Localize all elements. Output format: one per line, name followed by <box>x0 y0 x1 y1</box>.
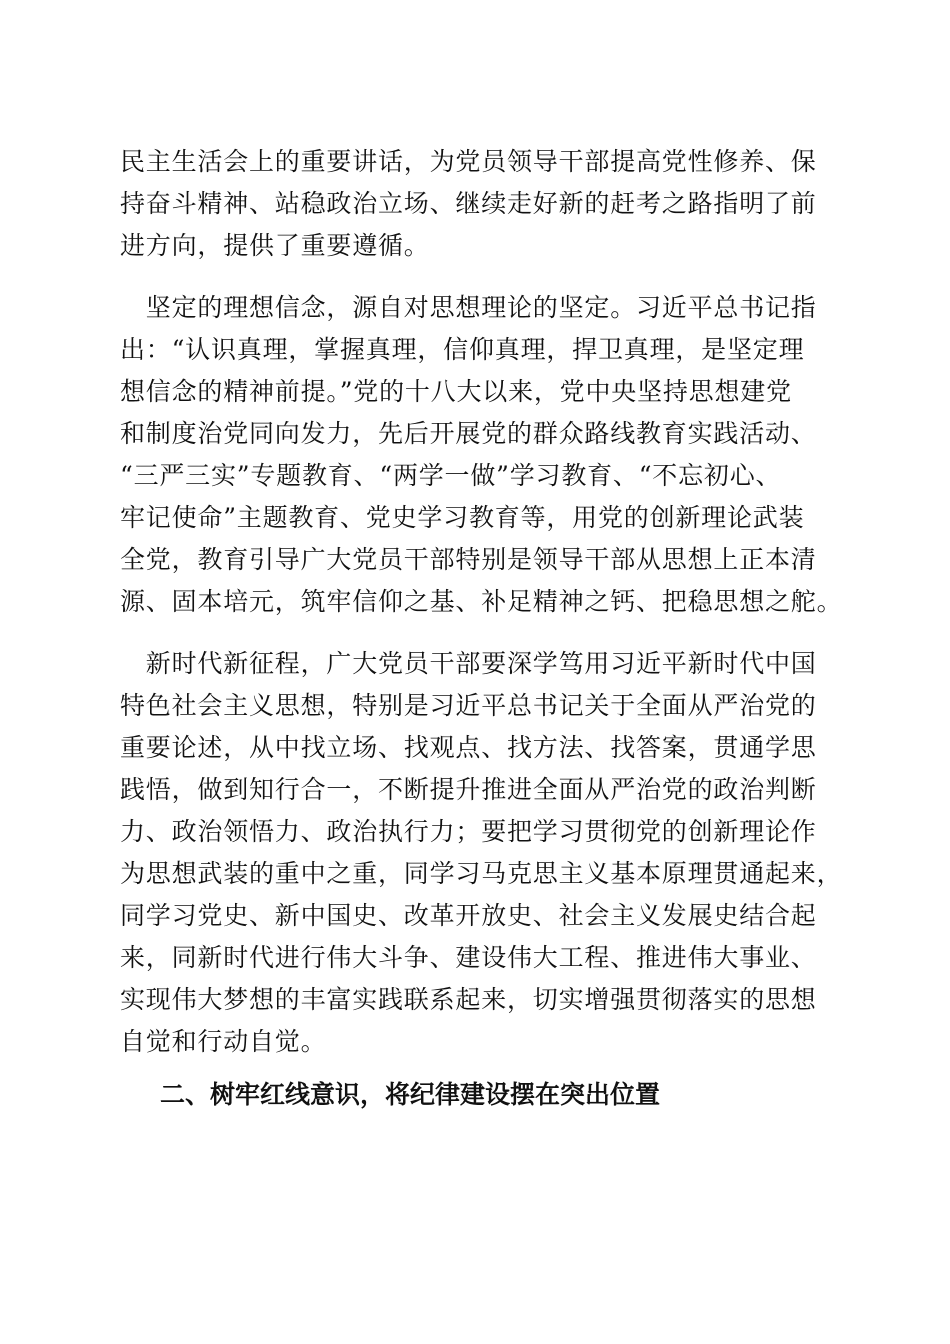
section-heading: 二、树牢红线意识，将纪律建设摆在突出位置 <box>160 1080 661 1109</box>
paragraph-3-line: 践悟，做到知行合一，不断提升推进全面从严治党的政治判断 <box>120 775 817 804</box>
paragraph-2-line: 全党，教育引导广大党员干部特别是领导干部从思想上正本清 <box>120 545 817 574</box>
paragraph-3-line: 新时代新征程，广大党员干部要深学笃用习近平新时代中国 <box>120 649 817 678</box>
paragraph-2-line: “三严三实”专题教育、“两学一做”学习教育、“不忘初心、 <box>120 461 782 490</box>
paragraph-2-line: 出：“认识真理，掌握真理，信仰真理，捍卫真理，是坚定理 <box>120 335 805 364</box>
paragraph-3-line: 实现伟大梦想的丰富实践联系起来，切实增强贯彻落实的思想 <box>120 985 817 1014</box>
paragraph-3-line: 同学习党史、新中国史、改革开放史、社会主义发展史结合起 <box>120 901 817 930</box>
paragraph-2-line: 牢记使命”主题教育、党史学习教育等，用党的创新理论武装 <box>120 503 805 532</box>
paragraph-3-line: 重要论述，从中找立场、找观点、找方法、找答案，贯通学思 <box>120 733 817 762</box>
paragraph-3-line: 力、政治领悟力、政治执行力；要把学习贯彻党的创新理论作 <box>120 817 817 846</box>
paragraph-3-line: 自觉和行动自觉。 <box>120 1027 327 1056</box>
paragraph-3-line: 特色社会主义思想，特别是习近平总书记关于全面从严治党的 <box>120 691 817 720</box>
paragraph-2-line: 想信念的精神前提。”党的十八大以来，党中央坚持思想建党 <box>120 377 792 406</box>
paragraph-2-line: 坚定的理想信念，源自对思想理论的坚定。习近平总书记指 <box>120 293 817 322</box>
paragraph-1-line: 进方向，提供了重要遵循。 <box>120 231 430 260</box>
paragraph-2-line: 源、固本培元，筑牢信仰之基、补足精神之钙、把稳思想之舵。 <box>120 587 843 616</box>
paragraph-1-line: 持奋斗精神、站稳政治立场、继续走好新的赶考之路指明了前 <box>120 189 817 218</box>
paragraph-2-line: 和制度治党同向发力，先后开展党的群众路线教育实践活动、 <box>120 419 817 448</box>
paragraph-3-line: 来，同新时代进行伟大斗争、建设伟大工程、推进伟大事业、 <box>120 943 817 972</box>
paragraph-1-line: 民主生活会上的重要讲话，为党员领导干部提高党性修养、保 <box>120 147 817 176</box>
paragraph-3-line: 为思想武装的重中之重，同学习马克思主义基本原理贯通起来， <box>120 859 843 888</box>
